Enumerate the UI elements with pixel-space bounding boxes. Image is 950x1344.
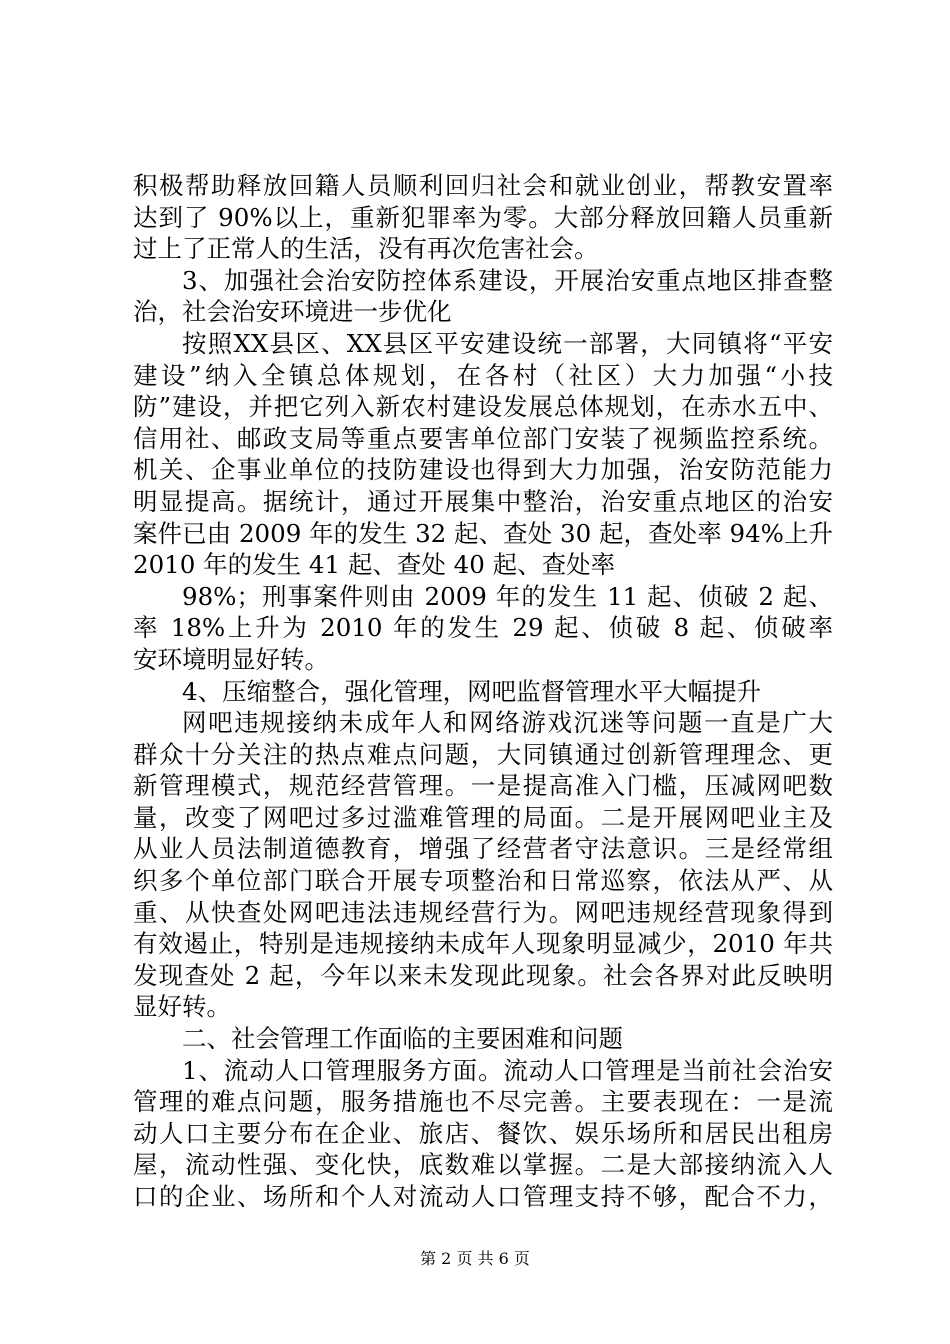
text-line: 1、流动人口管理服务方面。流动人口管理是当前社会治安 <box>182 1055 833 1085</box>
text-line: 3、加强社会治安防控体系建设，开展治安重点地区排查整 <box>182 265 833 295</box>
text-line: 管理的难点问题，服务措施也不尽完善。主要表现在：一是流 <box>133 1087 833 1117</box>
text-line: 98%；刑事案件则由 2009 年的发生 11 起、侦破 2 起、 <box>182 581 833 611</box>
text-line: 过上了正常人的生活，没有再次危害社会。 <box>133 234 599 264</box>
text-line: 从业人员法制道德教育，增强了经营者守法意识。三是经常组 <box>133 834 833 864</box>
text-line: 明显提高。据统计，通过开展集中整治，治安重点地区的治安 <box>133 486 833 516</box>
text-line: 机关、企事业单位的技防建设也得到大力加强，治安防范能力 <box>133 455 833 485</box>
text-line: 建设”纳入全镇总体规划，在各村（社区）大力加强“小技 <box>133 360 833 390</box>
text-line: 按照XX县区、XX县区平安建设统一部署，大同镇将“平安 <box>182 328 833 358</box>
text-line: 发现查处 2 起，今年以来未发现此现象。社会各界对此反映明 <box>133 960 833 990</box>
text-line: 信用社、邮政支局等重点要害单位部门安装了视频监控系统。 <box>133 423 833 453</box>
text-line: 动人口主要分布在企业、旅店、餐饮、娱乐场所和居民出租房 <box>133 1118 833 1148</box>
text-line: 率 18%上升为 2010 年的发生 29 起、侦破 8 起、侦破率 <box>133 613 833 643</box>
text-line: 积极帮助释放回籍人员顺利回归社会和就业创业，帮教安置率 <box>133 171 833 200</box>
text-line: 重、从快查处网吧违法违规经营行为。网吧违规经营现象得到 <box>133 897 833 927</box>
text-line: 2010 年的发生 41 起、查处 40 起、查处率 <box>133 550 616 580</box>
page-footer: 第 2 页 共 6 页 <box>420 1249 530 1268</box>
text-line: 量，改变了网吧过多过滥难管理的局面。二是开展网吧业主及 <box>133 802 833 832</box>
text-line: 屋，流动性强、变化快，底数难以掌握。二是大部接纳流入人 <box>133 1150 833 1180</box>
text-line: 织多个单位部门联合开展专项整治和日常巡察，依法从严、从 <box>133 866 833 896</box>
text-line: 口的企业、场所和个人对流动人口管理支持不够，配合不力， <box>133 1182 833 1211</box>
text-line: 达到了 90%以上，重新犯罪率为零。大部分释放回籍人员重新 <box>133 202 833 232</box>
text-line: 案件已由 2009 年的发生 32 起、查处 30 起，查处率 94%上升 <box>133 518 833 548</box>
text-line: 二、社会管理工作面临的主要困难和问题 <box>182 1024 623 1054</box>
text-line: 安环境明显好转。 <box>133 644 329 674</box>
text-line: 有效遏止，特别是违规接纳未成年人现象明显减少，2010 年共 <box>133 929 833 959</box>
text-line: 网吧违规接纳未成年人和网络游戏沉迷等问题一直是广大 <box>182 708 833 738</box>
text-line: 新管理模式，规范经营管理。一是提高准入门槛，压减网吧数 <box>133 771 833 801</box>
text-line: 显好转。 <box>133 992 231 1022</box>
text-line: 治，社会治安环境进一步优化 <box>133 297 452 327</box>
text-line: 防”建设，并把它列入新农村建设发展总体规划，在赤水五中、 <box>133 392 833 422</box>
text-line: 群众十分关注的热点难点问题，大同镇通过创新管理理念、更 <box>133 739 833 769</box>
body-text <box>133 170 833 1213</box>
text-line: 4、压缩整合，强化管理，网吧监督管理水平大幅提升 <box>182 676 762 706</box>
